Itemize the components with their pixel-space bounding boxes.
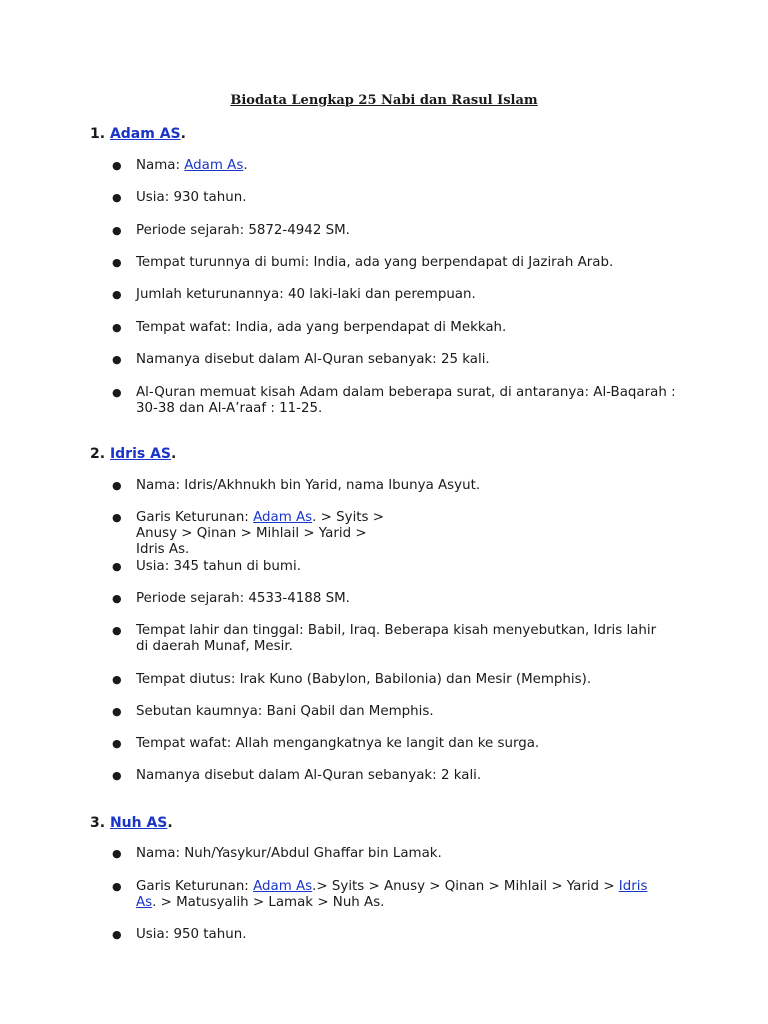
text-run: .> Syits > Anusy > Qinan > Mihlail > Yarid >	[312, 879, 619, 894]
inline-link[interactable]: Idris As	[136, 879, 648, 910]
bullet-icon: ●	[112, 191, 122, 204]
list-item	[112, 623, 682, 655]
text-run: Periode sejarah: 5872-4942 SM.	[136, 223, 350, 238]
section-suffix: .	[171, 446, 177, 462]
list-item-text	[136, 478, 682, 494]
list-item-text	[136, 320, 682, 336]
list-item	[112, 320, 682, 336]
list-item	[112, 672, 682, 688]
list-item-text	[136, 927, 682, 943]
section-number: 3.	[90, 815, 106, 831]
list-item	[112, 385, 682, 417]
text-run: Tempat wafat: India, ada yang berpendapat di Mekkah.	[136, 320, 507, 335]
text-run: Garis Keturunan:	[136, 510, 254, 525]
bullet-icon: ●	[112, 159, 122, 172]
list-item-text	[136, 879, 666, 911]
list-item	[112, 927, 682, 943]
text-run: Usia: 950 tahun.	[136, 927, 247, 942]
list-item-text	[136, 190, 682, 206]
bullet-icon: ●	[112, 256, 122, 269]
bullet-icon: ●	[112, 737, 122, 750]
text-run: Nama: Nuh/Yasykur/Abdul Ghaffar bin Lamak.	[136, 846, 442, 861]
text-run: Sebutan kaumnya: Bani Qabil dan Memphis.	[136, 704, 434, 719]
inline-link[interactable]: Adam As	[253, 879, 313, 894]
list-item-text	[136, 768, 682, 784]
list-item	[112, 158, 682, 174]
list-item-text	[136, 591, 682, 607]
list-item-text	[136, 158, 682, 174]
section-number: 2.	[90, 446, 106, 462]
text-run: Al-Quran memuat kisah Adam dalam beberapa surat, di antaranya: Al-Baqarah : 30-38 dan Al-A’raaf : 11-25.	[136, 385, 676, 416]
text-run: Namanya disebut dalam Al-Quran sebanyak: 25 kali.	[136, 352, 490, 367]
text-run: Usia: 930 tahun.	[136, 190, 247, 205]
section-heading	[90, 126, 186, 142]
list-item	[112, 736, 682, 752]
text-run: Nama:	[136, 158, 185, 173]
list-item	[112, 704, 682, 720]
bullet-icon: ●	[112, 673, 122, 686]
bullet-icon: ●	[112, 624, 122, 637]
section-number: 1.	[90, 126, 106, 142]
list-item-text	[136, 704, 682, 720]
list-item-text	[136, 510, 386, 558]
list-item	[112, 287, 682, 303]
text-run: . > Matusyalih > Lamak > Nuh As.	[152, 895, 385, 910]
section-suffix: .	[167, 815, 173, 831]
list-item-text	[136, 223, 682, 239]
bullet-icon: ●	[112, 705, 122, 718]
list-item	[112, 768, 682, 784]
bullet-icon: ●	[112, 592, 122, 605]
text-run: Periode sejarah: 4533-4188 SM.	[136, 591, 350, 606]
list-item-text	[136, 287, 682, 303]
bullet-icon: ●	[112, 928, 122, 941]
text-run: .	[243, 158, 248, 173]
bullet-icon: ●	[112, 386, 122, 399]
text-run: Namanya disebut dalam Al-Quran sebanyak: 2 kali.	[136, 768, 482, 783]
bullet-icon: ●	[112, 479, 122, 492]
section-name-link[interactable]: Idris AS	[109, 446, 171, 462]
list-item	[112, 559, 682, 575]
list-item	[112, 591, 682, 607]
text-run: Tempat lahir dan tinggal: Babil, Iraq. Beberapa kisah menyebutkan, Idris lahir di daerah Munaf, Mesir.	[136, 623, 657, 654]
bullet-icon: ●	[112, 353, 122, 366]
text-run: Garis Keturunan:	[136, 879, 254, 894]
bullet-icon: ●	[112, 224, 122, 237]
bullet-icon: ●	[112, 321, 122, 334]
bullet-icon: ●	[112, 769, 122, 782]
text-run: Tempat diutus: Irak Kuno (Babylon, Babilonia) dan Mesir (Memphis).	[136, 672, 592, 687]
list-item-text	[136, 672, 682, 688]
list-item	[112, 879, 682, 911]
list-item-text	[136, 352, 682, 368]
bullet-icon: ●	[112, 880, 122, 893]
inline-link[interactable]: Adam As	[253, 510, 313, 525]
bullet-icon: ●	[112, 847, 122, 860]
list-item	[112, 255, 682, 271]
section-suffix: .	[180, 126, 186, 142]
list-item	[112, 510, 682, 558]
section-name-link[interactable]: Nuh AS	[109, 815, 168, 831]
bullet-icon: ●	[112, 511, 122, 524]
section-name-link[interactable]: Adam AS	[109, 126, 181, 142]
list-item-text	[136, 846, 682, 862]
list-item	[112, 478, 682, 494]
text-run: . > Syits > Anusy > Qinan > Mihlail > Yarid > Idris As.	[136, 510, 384, 557]
section-heading	[90, 446, 176, 462]
list-item-text	[136, 559, 682, 575]
text-run: Tempat wafat: Allah mengangkatnya ke langit dan ke surga.	[136, 736, 540, 751]
text-run: Nama: Idris/Akhnukh bin Yarid, nama Ibunya Asyut.	[136, 478, 481, 493]
list-item-text	[136, 623, 666, 655]
list-item	[112, 190, 682, 206]
list-item-text	[136, 255, 682, 271]
text-run: Jumlah keturunannya: 40 laki-laki dan perempuan.	[136, 287, 476, 302]
inline-link[interactable]: Adam As	[184, 158, 244, 173]
list-item	[112, 352, 682, 368]
text-run: Tempat turunnya di bumi: India, ada yang berpendapat di Jazirah Arab.	[136, 255, 614, 270]
bullet-icon: ●	[112, 560, 122, 573]
list-item	[112, 846, 682, 862]
list-item	[112, 223, 682, 239]
list-item-text	[136, 736, 682, 752]
list-item-text	[136, 385, 682, 417]
text-run: Usia: 345 tahun di bumi.	[136, 559, 301, 574]
section-heading	[90, 815, 173, 831]
bullet-icon: ●	[112, 288, 122, 301]
document-title: Biodata Lengkap 25 Nabi dan Rasul Islam	[230, 93, 538, 108]
